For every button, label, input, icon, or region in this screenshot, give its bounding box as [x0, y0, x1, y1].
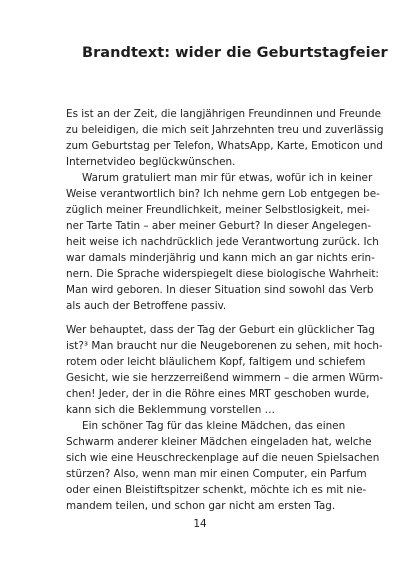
- text-line: Internetvideo beglückwünschen.: [66, 156, 236, 168]
- text-line: chen! Jeder, der in die Röhre eines MRT geschoben wurde,: [66, 388, 370, 400]
- text-line: Warum gratuliert man mir für etwas, wofür ich in keiner: [82, 172, 373, 184]
- text-line: sich wie eine Heuschreckenplage auf die neuen Spielsachen: [66, 452, 380, 464]
- text-line: ist?³ Man braucht nur die Neugeborenen zu sehen, mit hoch-: [66, 340, 383, 352]
- text-line: Ein schöner Tag für das kleine Mädchen, das einen: [82, 420, 346, 432]
- text-line: stürzen? Also, wenn man mir einen Computer, ein Parfum: [66, 468, 367, 480]
- text-line: zum Geburtstag per Telefon, WhatsApp, Karte, Emoticon und: [66, 140, 383, 152]
- text-line: ner Tarte Tatin – aber meiner Geburt? In dieser Angelegen-: [66, 220, 372, 232]
- text-line: nern. Die Sprache widerspiegelt diese biologische Wahrheit:: [66, 268, 379, 280]
- text-line: Wer behauptet, dass der Tag der Geburt ein glücklicher Tag: [66, 324, 375, 336]
- text-line: zu beleidigen, die mich seit Jahrzehnten treu und zuverlässig: [66, 124, 384, 136]
- text-line: Schwarm anderer kleiner Mädchen eingeladen hat, welche: [66, 436, 372, 448]
- text-line: rotem oder leicht bläulichem Kopf, faltigem und schiefem: [66, 356, 366, 368]
- page-number: 14: [193, 518, 207, 530]
- text-line: als auch der Betroffene passiv.: [66, 300, 227, 312]
- text-line: Gesicht, wie sie herzzerreißend wimmern – die armen Würm-: [66, 372, 384, 384]
- text-line: oder einen Bleistiftspitzer schenkt, möchte ich es mit nie-: [66, 484, 367, 496]
- text-line: Weise verantwortlich bin? Ich nehme gern Lob entgegen be-: [66, 188, 380, 200]
- text-line: züglich meiner Freundlichkeit, meiner Selbstlosigkeit, mei-: [66, 204, 370, 216]
- text-line: Es ist an der Zeit, die langjährigen Freundinnen und Freunde: [66, 108, 381, 120]
- text-line: heit weise ich nachdrücklich jede Verantwortung zurück. Ich: [66, 236, 379, 248]
- text-line: kann sich die Beklemmung vorstellen …: [66, 404, 275, 416]
- text-line: mandem teilen, und schon gar nicht am ersten Tag.: [66, 500, 336, 512]
- text-line: Man wird geboren. In dieser Situation sind sowohl das Verb: [66, 284, 374, 296]
- chapter-title: Brandtext: wider die Geburtstagfeier: [82, 45, 388, 61]
- text-line: war damals minderjährig und kann mich an gar nichts erin-: [66, 252, 375, 264]
